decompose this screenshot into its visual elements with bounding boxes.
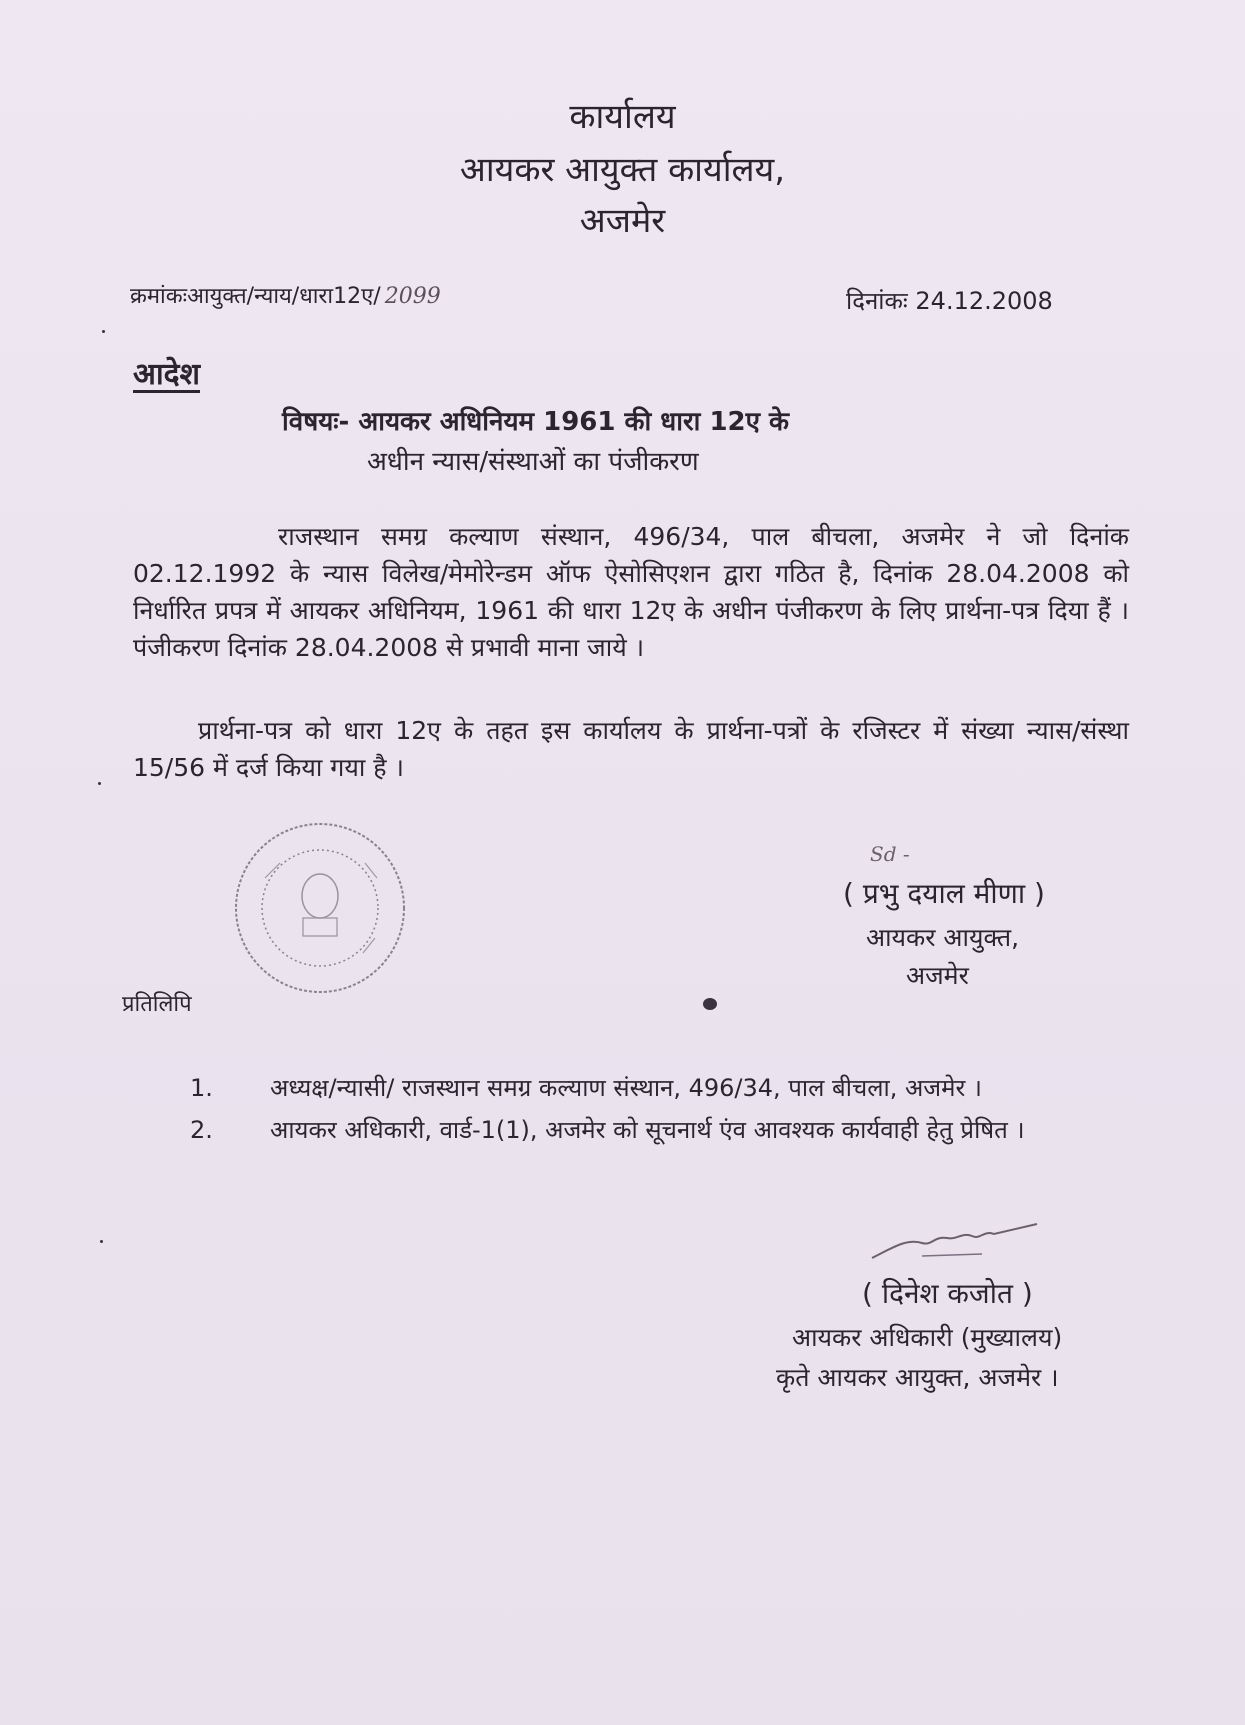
ink-speck (98, 782, 101, 785)
ink-speck (100, 1240, 103, 1243)
copy-to-label: प्रतिलिपि (122, 992, 192, 1017)
list-item-number: 2. (190, 1116, 213, 1144)
subject-line-1: विषयः- आयकर अधिनियम 1961 की धारा 12ए के (282, 407, 790, 437)
office-seal (225, 818, 415, 998)
list-item-number: 1. (190, 1074, 213, 1102)
handwritten-signature (862, 1218, 1042, 1274)
ink-speck (102, 330, 105, 333)
body-paragraph-2-text: प्रार्थना-पत्र को धारा 12ए के तहत इस कार्यालय के प्रार्थना-पत्रों के रजिस्टर में संख्या न्यास/संस्था 15/56 में दर्ज किया गया है । (133, 716, 1129, 782)
officer-designation: आयकर अधिकारी (मुख्यालय) (792, 1323, 1063, 1352)
handwritten-number: 2099 (384, 284, 441, 309)
signatory-place: अजमेर (906, 961, 969, 990)
order-title: आदेश (133, 357, 200, 392)
office-heading: कार्यालय (569, 97, 676, 137)
reference-number-text: क्रमांकःआयुक्त/न्याय/धारा12ए/ (130, 284, 381, 309)
office-name: आयकर आयुक्त कार्यालय, (459, 150, 786, 190)
list-item-text: आयकर अधिकारी, वार्ड-1(1), अजमेर को सूचनार्थ एंव आवश्यक कार्यवाही हेतु प्रेषित । (270, 1116, 1025, 1144)
order-date: दिनांकः 24.12.2008 (846, 287, 1053, 315)
reference-number (130, 280, 441, 310)
subject-line-2: अधीन न्यास/संस्थाओं का पंजीकरण (367, 447, 699, 477)
officer-name: ( दिनेश कजोत ) (862, 1277, 1033, 1310)
officer-on-behalf: कृते आयकर आयुक्त, अजमेर । (776, 1363, 1059, 1392)
body-paragraph-1-text: राजस्थान समग्र कल्याण संस्थान, 496/34, पाल बीचला, अजमेर ने जो दिनांक 02.12.1992 के न्यास विलेख/मेमोरेन्डम ऑफ ऐसोसिएशन द्वारा गठित है, दिनांक 28.04.2008 को निर्धारित प्रपत्र में आयकर अधिनियम, 1961 की धारा 12ए के अधीन पंजीकरण के लिए प्रार्थना-पत्र दिया हैं । पंजीकरण दिनांक 28.04.2008 से प्रभावी माना जाये । (133, 522, 1129, 662)
office-city: अजमेर (579, 201, 666, 241)
list-item (190, 1070, 1130, 1110)
signature-initial: Sd - (870, 842, 910, 866)
list-item (190, 1112, 1130, 1192)
body-paragraph-1 (133, 518, 1129, 666)
list-item-text: अध्यक्ष/न्यासी/ राजस्थान समग्र कल्याण संस्थान, 496/34, पाल बीचला, अजमेर । (270, 1074, 982, 1102)
signatory-name: ( प्रभु दयाल मीणा ) (843, 877, 1045, 910)
body-paragraph-2 (133, 712, 1129, 786)
ink-speck (703, 998, 717, 1010)
signatory-designation: आयकर आयुक्त, (866, 923, 1020, 952)
